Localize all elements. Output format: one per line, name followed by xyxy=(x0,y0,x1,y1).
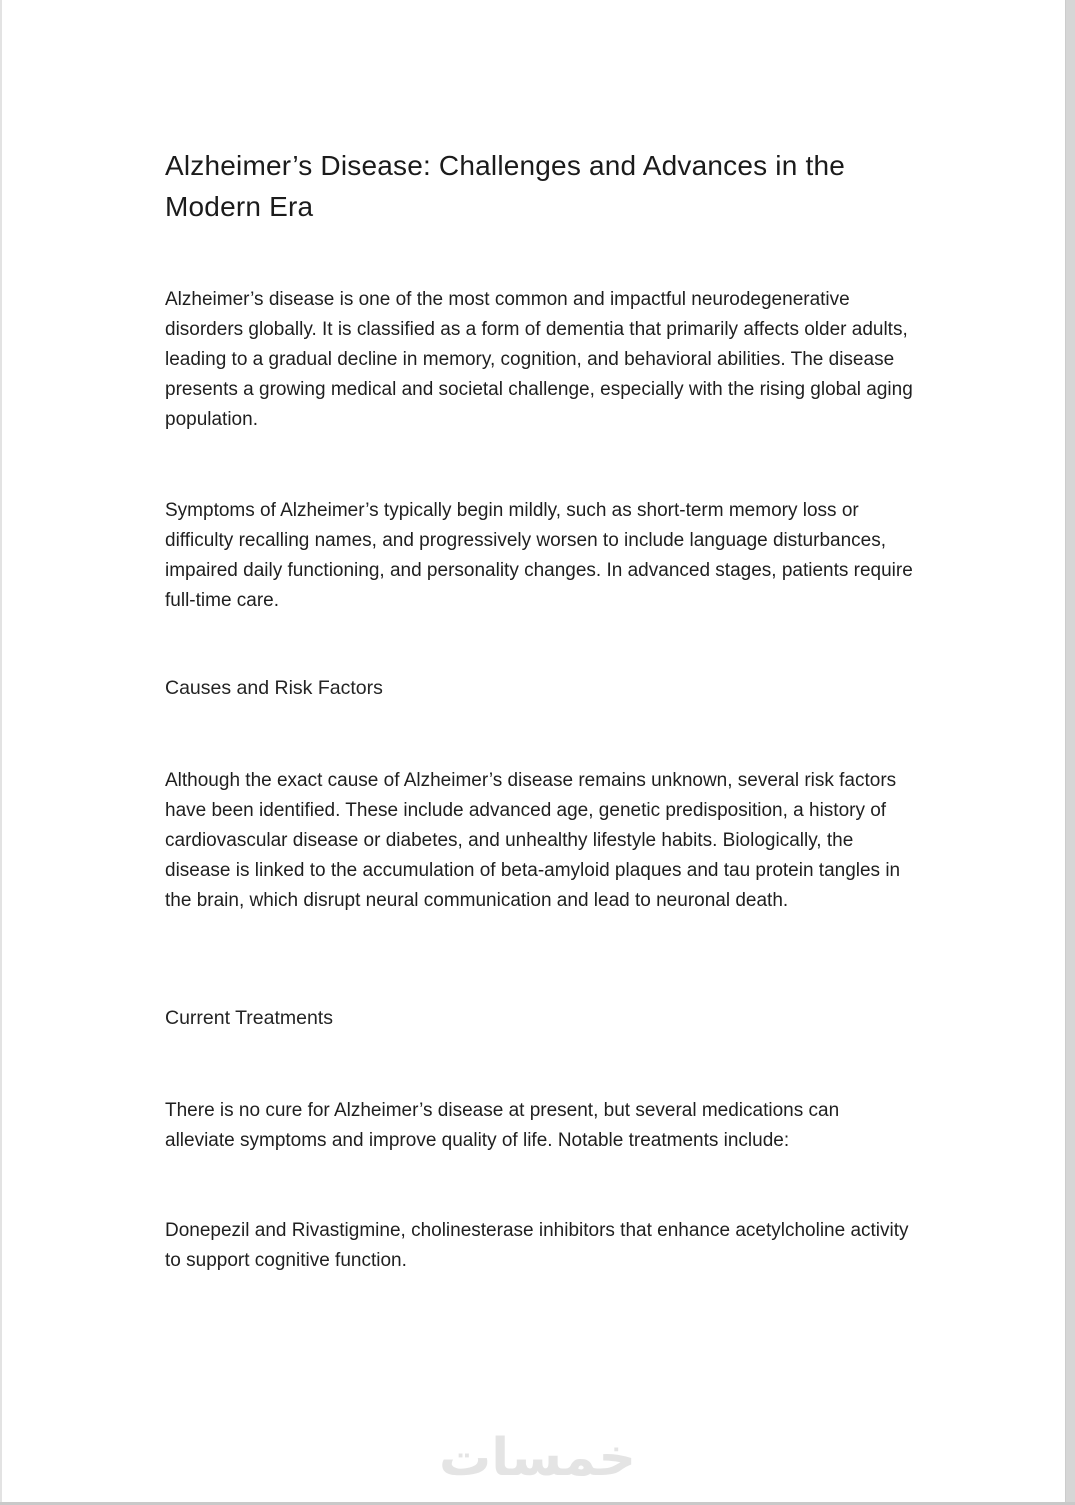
paragraph-intro: Alzheimer’s disease is one of the most common and impactful neurodegenerative disorders globally. It is classified as a form of dementia that primarily affects older adults, leading to a gradual decline in memory, cognition, and behavioral abilities. The disease presents a growing medical and societal challenge, especially with the rising global aging population. xyxy=(165,289,913,430)
page-left-edge xyxy=(0,0,2,1505)
paragraph-treatments-intro: There is no cure for Alzheimer’s disease at present, but several medications can alleviate symptoms and improve quality of life. Notable treatments include: xyxy=(165,1100,840,1151)
heading-current-treatments: Current Treatments xyxy=(165,1007,333,1030)
paragraph-causes: Although the exact cause of Alzheimer’s disease remains unknown, several risk factors have been identified. These include advanced age, genetic predisposition, a history of cardiovascular disease or diabetes, and unhealthy lifestyle habits. Biologically, the disease is linked to the accumulation of beta-amyloid plaques and tau protein tangles in the brain, which disrupt neural communication and lead to neuronal death. xyxy=(165,770,901,911)
heading-causes-and-risk-factors: Causes and Risk Factors xyxy=(165,677,383,700)
khamsat-watermark: خمسات xyxy=(438,1429,637,1487)
paragraph-symptoms: Symptoms of Alzheimer’s typically begin mildly, such as short-term memory loss or difficulty recalling names, and progressively worsen to include language disturbances, impaired daily functioning, and personality changes. In advanced stages, patients require full-time care. xyxy=(165,500,913,611)
document-title: Alzheimer’s Disease: Challenges and Advances in the Modern Era xyxy=(165,149,845,222)
paragraph-donepezil-rivastigmine: Donepezil and Rivastigmine, cholinesterase inhibitors that enhance acetylcholine activity to support cognitive function. xyxy=(165,1220,909,1271)
page-right-edge xyxy=(1065,0,1075,1505)
